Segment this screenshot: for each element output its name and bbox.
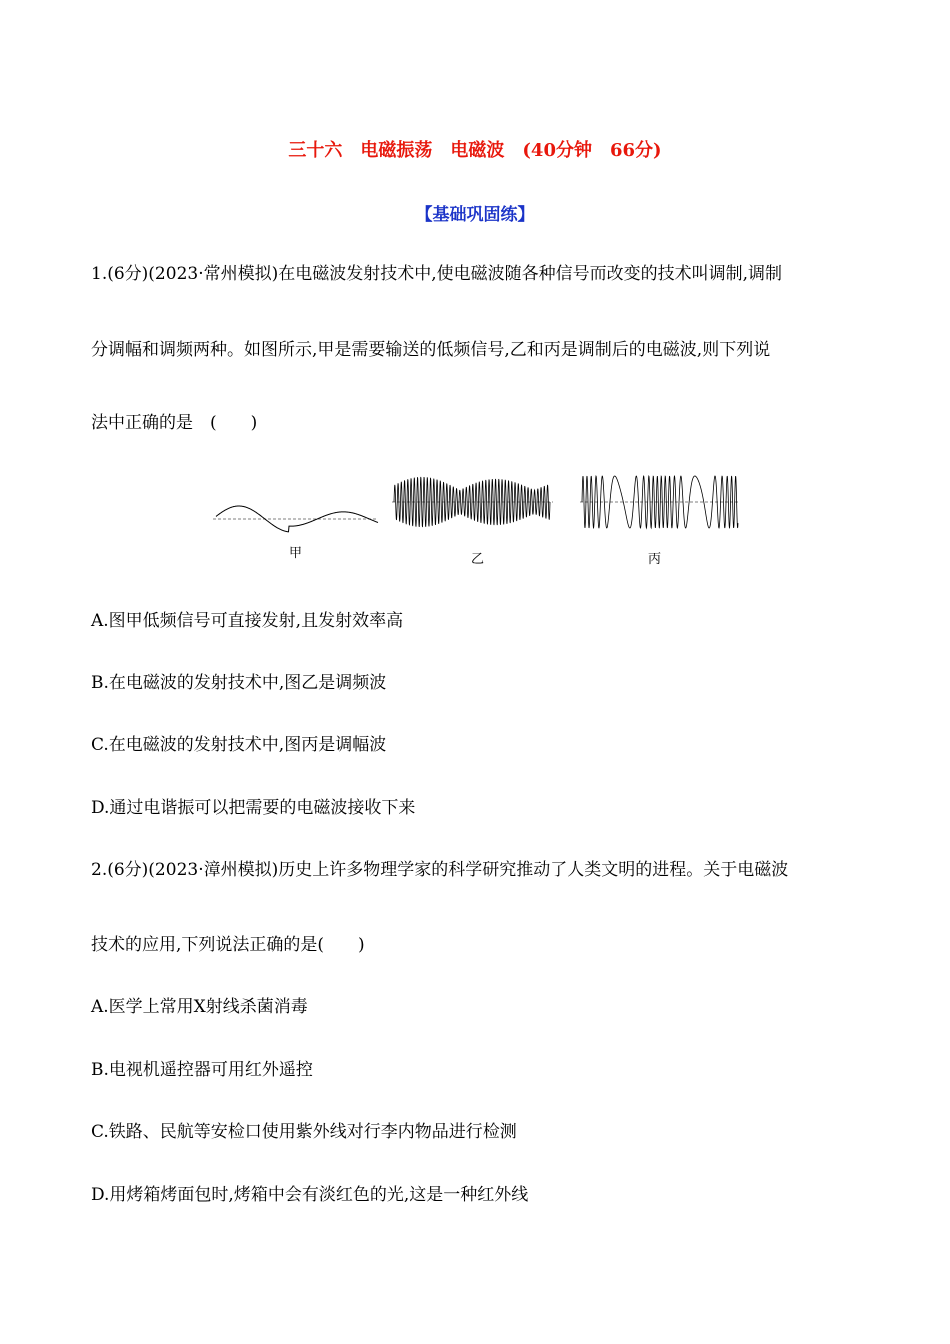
page-title: 三十六 电磁振荡 电磁波 (40分钟 66分) xyxy=(288,140,662,161)
section-heading: 【基础巩固练】 xyxy=(415,205,535,225)
q1-wave-figure xyxy=(208,464,748,574)
q2-option-c: C.铁路、民航等安检口使用紫外线对行李内物品进行检测 xyxy=(91,1122,517,1142)
q2-option-d: D.用烤箱烤面包时,烤箱中会有淡红色的光,这是一种红外线 xyxy=(91,1185,529,1205)
q1-stem-line-3: 法中正确的是 ( ) xyxy=(91,413,258,433)
figure-label-yi: 乙 xyxy=(471,552,485,567)
q2-stem-line-2: 技术的应用,下列说法正确的是( ) xyxy=(91,935,365,955)
q1-option-c: C.在电磁波的发射技术中,图丙是调幅波 xyxy=(91,735,387,755)
q1-option-d: D.通过电谐振可以把需要的电磁波接收下来 xyxy=(91,798,416,818)
figure-label-bing: 丙 xyxy=(648,552,662,567)
q2-option-a: A.医学上常用X射线杀菌消毒 xyxy=(91,997,308,1017)
figure-label-jia: 甲 xyxy=(289,546,303,561)
q1-option-a: A.图甲低频信号可直接发射,且发射效率高 xyxy=(91,611,404,631)
q2-option-b: B.电视机遥控器可用红外遥控 xyxy=(91,1060,313,1080)
q1-stem-line-1: 1.(6分)(2023·常州模拟)在电磁波发射技术中,使电磁波随各种信号而改变的技术叫调制,调制 xyxy=(91,264,783,284)
q1-stem-line-2: 分调幅和调频两种。如图所示,甲是需要输送的低频信号,乙和丙是调制后的电磁波,则下列说 xyxy=(91,340,771,360)
q2-stem-line-1: 2.(6分)(2023·漳州模拟)历史上许多物理学家的科学研究推动了人类文明的进程。关于电磁波 xyxy=(91,860,789,880)
q1-option-b: B.在电磁波的发射技术中,图乙是调频波 xyxy=(91,673,387,693)
